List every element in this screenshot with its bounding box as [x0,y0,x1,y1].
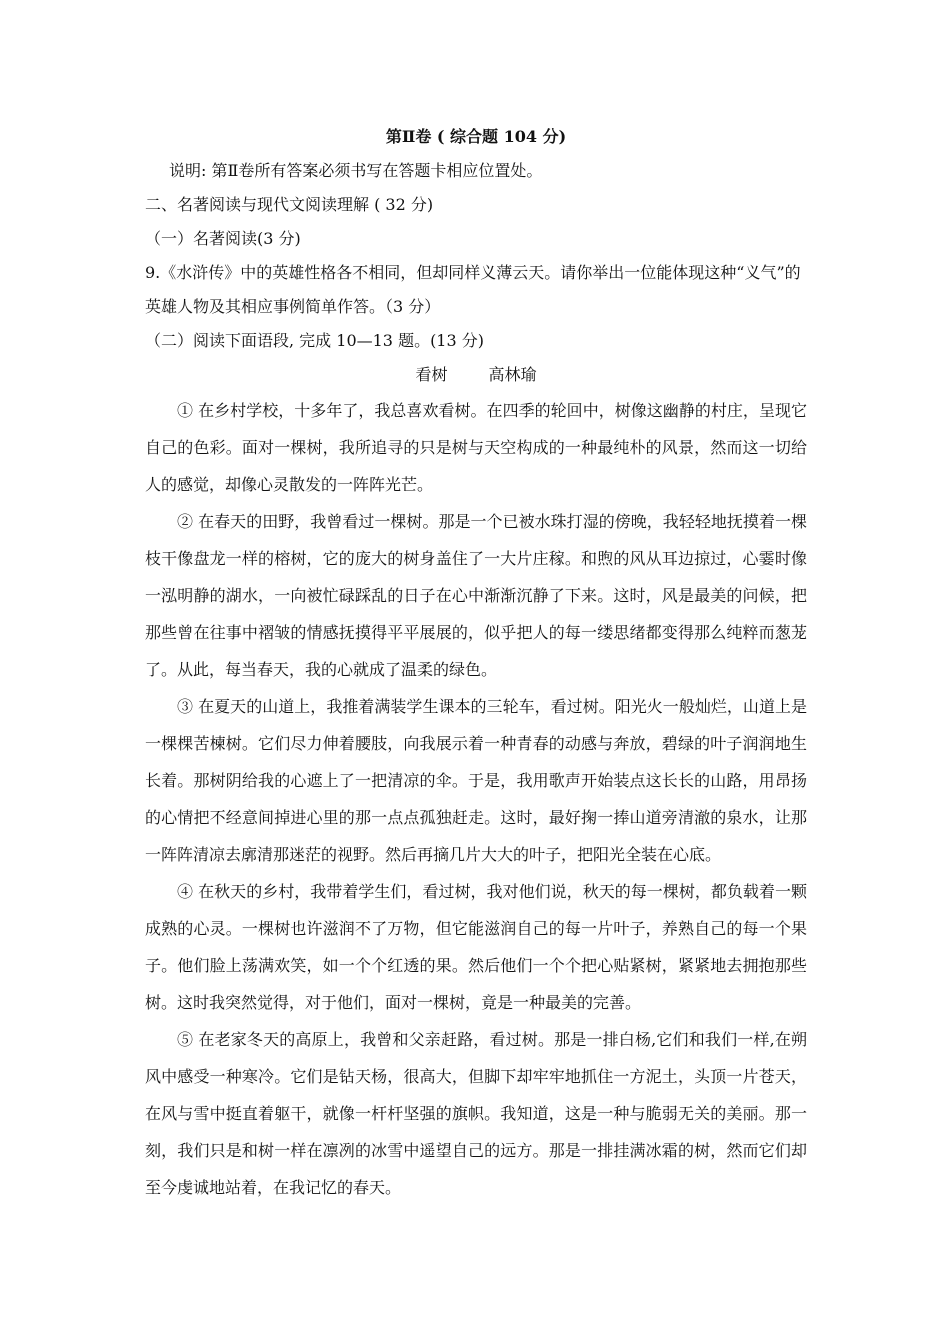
article-paragraph-1: ① 在乡村学校，十多年了，我总喜欢看树。在四季的轮回中，树像这幽静的村庄，呈现它自己的色彩。面对一棵树，我所追寻的只是树与天空构成的一种最纯朴的风景，然而这一切给人的感觉，却像心灵散发的一阵阵光芒。 [145,401,807,494]
article-paragraph-5: ⑤ 在老家冬天的高原上，我曾和父亲赶路，看过树。那是一排白杨,它们和我们一样,在朔风中感受一种寒冷。它们是钻天杨，很高大，但脚下却牢牢地抓住一方泥土，头顶一片苍天，在风与雪中挺直着躯干，就像一杆杆坚强的旗帜。我知道，这是一种与脆弱无关的美丽。那一刻，我们只是和树一样在凛冽的冰雪中遥望自己的远方。那是一排挂满冰霜的树，然而它们却至今虔诚地站着，在我记忆的春天。 [145,1030,807,1197]
subsection1-heading: （一）名著阅读(3 分) [145,229,301,248]
article-paragraph-2: ② 在春天的田野，我曾看过一棵树。那是一个已被水珠打湿的傍晚，我轻轻地抚摸着一棵枝干像盘龙一样的榕树，它的庞大的树身盖住了一大片庄稼。和煦的风从耳边掠过，心霎时像一泓明静的湖水，一向被忙碌踩乱的日子在心中渐渐沉静了下来。这时，风是最美的问候，把那些曾在往事中褶皱的情感抚摸得平平展展的，似乎把人的每一缕思绪都变得那么纯粹而葱茏了。从此，每当春天，我的心就成了温柔的绿色。 [145,512,807,679]
page-content [145,120,807,1206]
article-author: 高林瑜 [488,365,537,384]
article-paragraph-4: ④ 在秋天的乡村，我带着学生们，看过树，我对他们说，秋天的每一棵树，都负载着一颗成熟的心灵。一棵树也许滋润不了万物，但它能滋润自己的每一片叶子，养熟自己的每一个果子。他们脸上荡满欢笑，如一个个红透的果。然后他们一个个把心贴紧树，紧紧地去拥抱那些树。这时我突然觉得，对于他们，面对一棵树，竟是一种最美的完善。 [145,882,807,1012]
question-9: 9.《水浒传》中的英雄性格各不相同，但却同样义薄云天。请你举出一位能体现这种“义气”的英雄人物及其相应事例简单作答。（3 分） [145,263,801,316]
article-heading [145,358,807,392]
part2-heading: 二、名著阅读与现代文阅读理解 ( 32 分) [145,195,434,214]
article-title: 看树 [415,365,448,384]
article-paragraph-3: ③ 在夏天的山道上，我推着满装学生课本的三轮车，看过树。阳光火一般灿烂，山道上是一棵棵苦楝树。它们尽力伸着腰肢，向我展示着一种青春的动感与奔放，碧绿的叶子润润地生长着。那树阴给我的心遮上了一把清凉的伞。于是，我用歌声开始装点这长长的山路，用昂扬的心情把不经意间掉进心里的那一点点孤独赶走。这时，最好掬一捧山道旁清澈的泉水，让那一阵阵清凉去廓清那迷茫的视野。然后再摘几片大大的叶子，把阳光全装在心底。 [145,697,807,864]
section-title: 第Ⅱ卷 ( 综合题 104 分) [385,127,567,146]
instruction-note: 说明: 第Ⅱ卷所有答案必须书写在答题卡相应位置处。 [169,161,543,180]
subsection2-heading: （二）阅读下面语段, 完成 10—13 题。(13 分) [145,331,484,350]
